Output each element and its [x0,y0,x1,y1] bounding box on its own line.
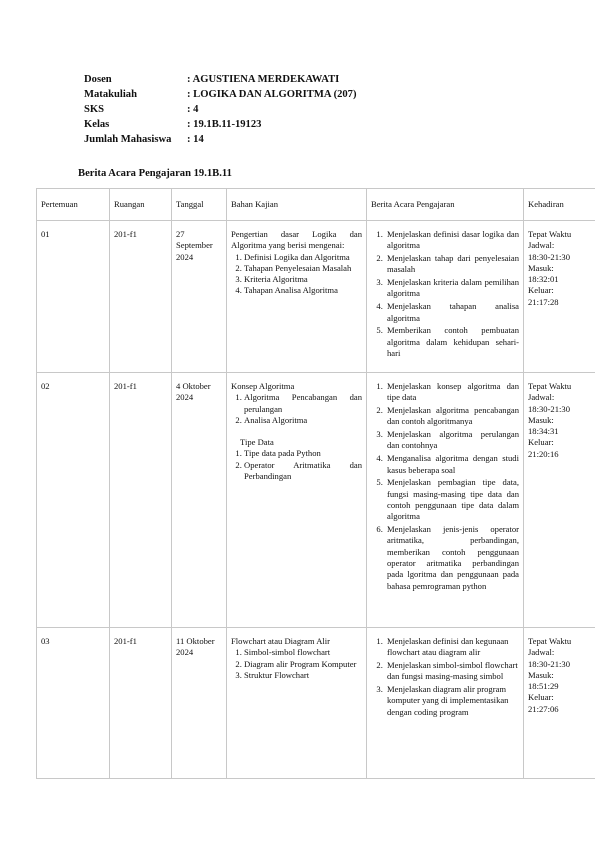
list-item: 2. Diagram alir Program Komputer [244,659,362,670]
table-header-row [37,189,595,221]
attendance-line: 18:32:01 [528,274,559,285]
header-berita-acara: Berita Acara Pengajaran [367,189,524,221]
cell-kehadiran [524,373,595,628]
attendance-line: Keluar: [528,692,554,703]
attendance-line: Jadwal: [528,240,555,251]
list-item: 1. Tipe data pada Python [244,448,362,459]
attendance-line: Keluar: [528,437,554,448]
attendance-line: 18:30-21:30 [528,403,571,414]
info-row [84,132,357,147]
list-item: 1. Menjelaskan konsep algoritma dan tipe data [385,381,519,404]
list-item: 4. Tahapan Analisa Algoritma [244,285,362,296]
cell-bahan-kajian [227,373,367,628]
info-label: Jumlah Mahasiswa [84,134,172,145]
cell-bahan-kajian [227,628,367,779]
bahan-subtitle: Tipe Data [240,437,274,448]
cell-tanggal: 11 Oktober 2024 [172,628,227,779]
list-item: 2. Menjelaskan algoritma pencabangan dan contoh algoritmanya [385,405,519,428]
list-item: 5. Memberikan contoh pembuatan algoritma dalam kehidupan sehari-hari [385,325,519,359]
list-item: 3. Kriteria Algoritma [244,274,362,285]
attendance-line: 18:30-21:30 [528,251,571,262]
teaching-record-table [36,188,595,779]
attendance-line: Keluar: [528,285,554,296]
list-item: 2. Menjelaskan tahap dari penyelesaian masalah [385,253,519,276]
info-value: : 19.1B.11-19123 [187,119,262,130]
bahan-intro: Flowchart atau Diagram Alir [231,636,331,646]
cell-ruangan: 201-f1 [110,373,172,628]
attendance-line: 21:27:06 [528,703,559,714]
cell-kehadiran [524,628,595,779]
list-item: 3. Struktur Flowchart [244,670,362,681]
info-label: Kelas [84,119,110,130]
bahan-list [231,392,362,426]
info-value: : LOGIKA DAN ALGORITMA (207) [187,89,357,100]
list-item: 1. Algoritma Pencabangan dan perulangan [244,392,362,415]
bahan-list [231,647,362,681]
cell-berita-acara [367,628,524,779]
attendance-line: 21:17:28 [528,296,559,307]
list-item: 1. Simbol-simbol flowchart [244,647,362,658]
attendance-line: 21:20:16 [528,448,559,459]
bahan-intro: Pengertian dasar Logika dan Algoritma yang berisi mengenai: [231,229,362,251]
cell-berita-acara [367,221,524,373]
table-row [37,221,595,373]
bahan-list [231,252,362,297]
list-item: 2. Analisa Algoritma [244,415,362,426]
header-bahan-kajian: Bahan Kajian [227,189,367,221]
cell-pertemuan: 01 [37,221,110,373]
bahan-intro: Konsep Algoritma [231,381,295,391]
cell-tanggal: 27 September 2024 [172,221,227,373]
attendance-line: Jadwal: [528,647,555,658]
header-pertemuan: Pertemuan [37,189,110,221]
berita-list [371,636,519,718]
list-item: 3. Menjelaskan diagram alir program komputer yang di implementasikan dengan coding program [385,684,519,718]
info-value: : AGUSTIENA MERDEKAWATI [187,74,340,85]
cell-berita-acara [367,373,524,628]
attendance-line: Masuk: [528,414,554,425]
list-item: 2. Menjelaskan simbol-simbol flowchart dan fungsi masing-masing simbol [385,660,519,683]
info-label: Dosen [84,74,112,85]
info-value: : 4 [187,104,199,115]
info-row [84,87,357,102]
info-value: : 14 [187,134,204,145]
attendance-status: Tepat Waktu [528,381,572,391]
list-item: 1. Menjelaskan definisi dan kegunaan flowchart atau diagram alir [385,636,519,659]
list-item: 6. Menjelaskan jenis-jenis operator aritmatika, perbandingan, memberikan contoh penggunaan operator aritmatika perbandingan pada lgoritma dan penggunaan pada bahasa pemrograman python [385,524,519,592]
info-row [84,72,357,87]
list-item: 1. Definisi Logika dan Algoritma [244,252,362,263]
section-title: Berita Acara Pengajaran 19.1B.11 [78,168,232,179]
attendance-line: 18:51:29 [528,681,559,692]
list-item: 4. Menjelaskan tahapan analisa algoritma [385,301,519,324]
list-item: 3. Menjelaskan kriteria dalam pemilihan algoritma [385,277,519,300]
info-label: SKS [84,104,105,115]
list-item: 2. Operator Aritmatika dan Perbandingan [244,460,362,483]
cell-pertemuan: 03 [37,628,110,779]
cell-tanggal: 4 Oktober 2024 [172,373,227,628]
cell-ruangan: 201-f1 [110,628,172,779]
info-row [84,117,357,132]
table-row [37,373,595,628]
header-tanggal: Tanggal [172,189,227,221]
attendance-line: Jadwal: [528,392,555,403]
info-label: Matakuliah [84,89,137,100]
cell-pertemuan: 02 [37,373,110,628]
cell-ruangan: 201-f1 [110,221,172,373]
bahan-sub-list [231,448,362,482]
course-info [84,72,357,147]
list-item: 5. Menjelaskan pembagian tipe data, fungsi masing-masing tipe data dan contoh penggunaan tipe data dalam algoritma [385,477,519,522]
attendance-line: Masuk: [528,669,554,680]
list-item: 1. Menjelaskan definisi dasar logika dan algoritma [385,229,519,252]
cell-kehadiran [524,221,595,373]
table-row [37,628,595,779]
cell-bahan-kajian [227,221,367,373]
list-item: 3. Menjelaskan algoritma perulangan dan contohnya [385,429,519,452]
header-ruangan: Ruangan [110,189,172,221]
berita-list [371,381,519,592]
attendance-status: Tepat Waktu [528,636,572,646]
attendance-line: 18:34:31 [528,426,559,437]
info-row [84,102,357,117]
attendance-line: 18:30-21:30 [528,658,571,669]
attendance-status: Tepat Waktu [528,229,572,239]
list-item: 4. Menganalisa algoritma dengan studi kasus beberapa soal [385,453,519,476]
berita-list [371,229,519,359]
header-kehadiran: Kehadiran [524,189,595,221]
attendance-line: Masuk: [528,262,554,273]
list-item: 2. Tahapan Penyelesaian Masalah [244,263,362,274]
